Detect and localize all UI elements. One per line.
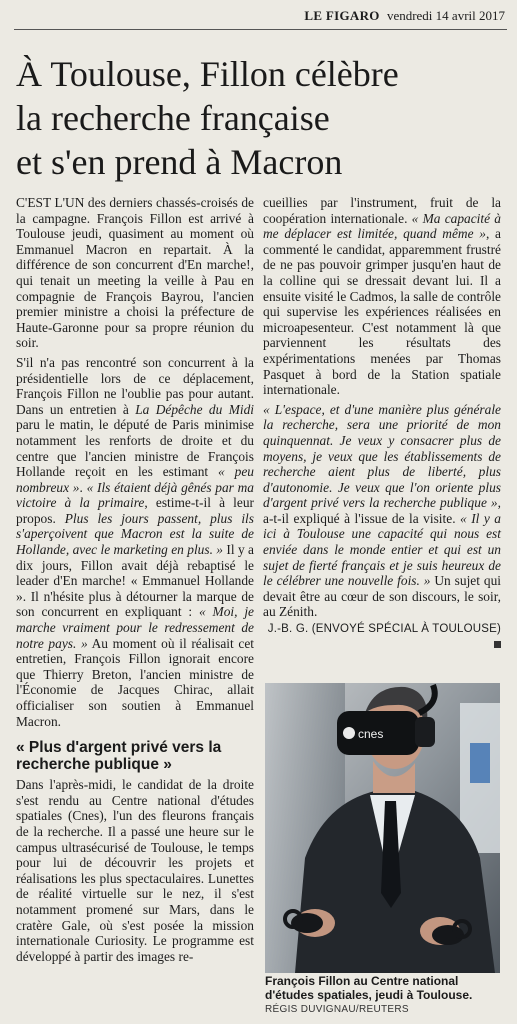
photo-caption: François Fillon au Centre national d'études spatiales, jeudi à Toulouse. (265, 974, 473, 1002)
text-run: cueillies par l'instrument, fruit de la coopération internationale. (263, 195, 501, 226)
text-run: Au moment où il réalisait cet entretien, François Fillon ignorait encore que Thierry Breton, l'ancien ministre de l'Économie de Jacques Chirac, allait officialiser son soutien à Emmanuel Macron. (16, 635, 254, 729)
photo-credit: RÉGIS DUVIGNAU/REUTERS (265, 1004, 409, 1015)
text-run: , a-t-il expliqué à l'issue de la visite. (263, 495, 501, 526)
paragraph-2 (16, 355, 254, 729)
article-column-right (263, 195, 501, 653)
vr-controller-left (291, 913, 323, 933)
paragraph-1 (16, 195, 254, 351)
text-run: Un sujet qui devait être au cœur de son discours, le soir, au Zénith. (263, 573, 501, 620)
text-run: . (79, 479, 87, 495)
quote: « peu nombreux » (16, 464, 254, 495)
quote: « Ma capacité à me déplacer est limitée, quand même » (263, 210, 502, 242)
headline (16, 52, 496, 184)
headline-line-1: À Toulouse, Fillon célèbre (16, 54, 399, 94)
quote: « Ils étaient déjà gênés par ma victoire à la primaire (16, 479, 254, 511)
masthead-rule (14, 29, 507, 30)
paragraph-3: Dans l'après-midi, le candidat de la droite s'est rendu au Centre national d'études spatiales (Cnes), l'un des fleurons français de la recherche. Il a passé une heure sur le campus ultrasécurisé de Toulouse, le temps pour lui de découvrir les projets et réalisations les plus spectaculaires. Lunettes de réalité virtuelle sur le nez, il s'est notamment promené sur Mars, dans le cratère Gale, où s'est posée la mission internationale Curiosity. Le programme est développé à partir des images re- (16, 777, 254, 964)
headline-line-2: la recherche française (16, 98, 330, 138)
byline-text: J.-B. G. (ENVOYÉ SPÉCIAL À TOULOUSE) (267, 623, 501, 636)
cnes-logo-icon (343, 727, 355, 739)
text-run: paru le matin, le député de Paris minimise notamment les renforts de droite et du centre que l'ancien ministre de François Hollande reçoit en les estimant (16, 417, 254, 480)
text-run: , estime-t-il à leur propos. (16, 495, 254, 526)
text-run: Il y a dix jours, Fillon avait déjà rebaptisé le leader d'En marche! « Emmanuel Hollande ». Il n'hésite plus à détourner la marque de son concurrent en expliquant : (16, 542, 254, 620)
headset-logo-text: cnes (358, 727, 384, 741)
paragraph-4 (263, 195, 501, 398)
paragraph-5 (263, 402, 501, 620)
photo-illustration (265, 683, 500, 973)
text-run: S'il n'a pas rencontré son concurrent à la présidentielle lors de ce déplacement, François Fillon ne l'oublie pas pour autant. Dans un entretien à (16, 354, 254, 417)
paragraph-1-text: des derniers chassés-croisés de la campagne. François Fillon est arrivé à Toulouse jeudi, quasiment au moment où Emmanuel Macron en repartait. À la différence de son concurrent d'En marche!, qui tenait un meeting la veille à Pau en compagnie de François Bayrou, l'ancien premier ministre a choisi la préfecture de Haute-Garonne pour sa propre réunion du soir. (16, 195, 254, 351)
newspaper-title: La Dépêche du Midi (135, 401, 254, 417)
subheading: « Plus d'argent privé vers la recherche publique » (16, 739, 222, 774)
headline-line-3: et s'en prend à Macron (16, 142, 343, 182)
quote: « L'espace, et d'une manière plus générale la recherche, sera une priorité de mon quinquennat. Je veux y consacrer plus de moyens, je veux que les établissements de recherche aient plus de liberté, plus d'autonomie. Je veux que l'on oriente plus d'argent privé vers la recherche publique » (263, 401, 501, 511)
masthead-brand: LE FIGARO (304, 8, 380, 23)
masthead (304, 8, 505, 24)
quote: « Moi, je marche vraiment pour le redressement de notre pays. » (16, 604, 254, 651)
byline (263, 622, 501, 653)
news-photo (265, 683, 500, 973)
lead-in: C'EST L'UN (16, 195, 85, 210)
article-column-left (16, 195, 254, 964)
background-sign (470, 743, 490, 783)
text-run: , a commenté le candidat, apparemment frustré de ne pas pouvoir grimper jusqu'en haut de la colline qui se dressait devant lui. Il a ensuite visité le Cadmos, la salle de contrôle qui supervise les expériences réalisées en microapesenteur. C'est notamment là que parviennent les résultats des expérimentations menées par Thomas Pasquet à bord de la Station spatiale internationale. (263, 226, 502, 398)
quote: « Il y a ici à Toulouse une capacité qui nous est enviée dans le monde entier et qui est un sujet de fierté français et je suis heureux de le célébrer une nouvelle fois. » (263, 510, 501, 589)
masthead-date: vendredi 14 avril 2017 (386, 8, 505, 23)
quote: Plus les jours passent, plus ils s'aperçoivent que Macron est la suite de Hollande, avec le marketing en plus. » (16, 510, 254, 558)
end-mark-icon (494, 641, 501, 648)
